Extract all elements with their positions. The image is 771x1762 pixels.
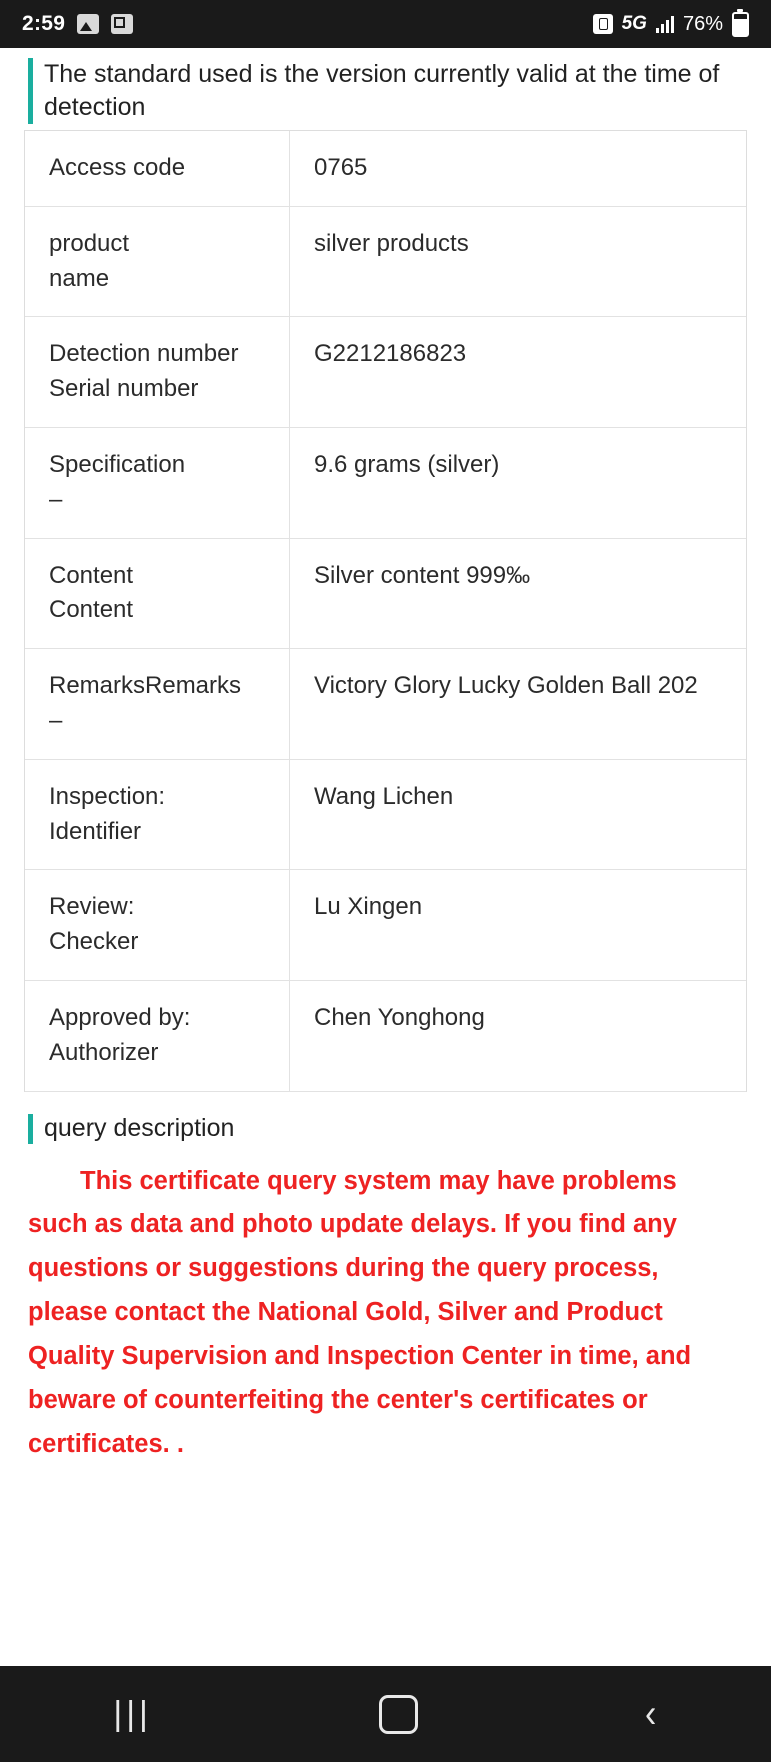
row-value: G2212186823 [290,317,748,428]
row-label: Review: Checker [25,870,290,981]
certificate-table [25,131,747,1092]
query-description-header [0,1092,771,1144]
battery-percent-label: 76% [682,12,723,35]
table-row [25,538,747,649]
back-icon[interactable]: ‹ [645,1692,657,1736]
table-row [25,317,747,428]
photo-icon [77,14,99,34]
qr-scan-icon [111,14,133,34]
status-bar [0,0,771,48]
table-row [25,131,747,206]
row-value: silver products [290,206,748,317]
alarm-icon [593,14,613,34]
recent-apps-icon[interactable]: ||| [113,1694,152,1733]
accent-bar [28,1114,33,1144]
status-bar-right [593,12,749,37]
query-description-title: query description [44,1114,235,1143]
status-time: 2:59 [22,12,66,35]
table-row [25,206,747,317]
standard-note-text: The standard used is the version currently valid at the time of detection [44,60,720,121]
row-label: product name [25,206,290,317]
row-label: Detection number Serial number [25,317,290,428]
accent-bar [28,58,33,124]
row-label: Specification – [25,427,290,538]
row-label: Inspection: Identifier [25,759,290,870]
table-row [25,870,747,981]
table-row [25,980,747,1091]
row-label: Approved by: Authorizer [25,980,290,1091]
certificate-table-body [25,131,747,1091]
standard-note-section [0,48,771,124]
certificate-table-container[interactable] [24,130,747,1092]
row-value: 0765 [290,131,748,206]
row-label: Content Content [25,538,290,649]
row-value: Chen Yonghong [290,980,748,1091]
page-body [0,48,771,1762]
row-label: RemarksRemarks – [25,649,290,760]
home-icon[interactable] [379,1695,418,1734]
network-type-label: 5G [621,13,647,34]
system-navigation-bar [0,1666,771,1762]
table-row [25,427,747,538]
warning-text: This certificate query system may have problems such as data and photo update delays. If you find any questions or suggestions during the query process, please contact the National Gold, Silver and Product Quality Supervision and Inspection Center in time, and beware of counterfeiting the center's certificates or certificates. . [28,1166,692,1458]
row-label: Access code [25,131,290,206]
table-row [25,759,747,870]
row-value: 9.6 grams (silver) [290,427,748,538]
row-value: Victory Glory Lucky Golden Ball 202 [290,649,748,760]
battery-icon [732,12,749,37]
row-value: Silver content 999‰ [290,538,748,649]
table-row [25,649,747,760]
row-value: Lu Xingen [290,870,748,981]
status-bar-left [22,12,133,36]
row-value: Wang Lichen [290,759,748,870]
signal-strength-icon [656,15,674,33]
